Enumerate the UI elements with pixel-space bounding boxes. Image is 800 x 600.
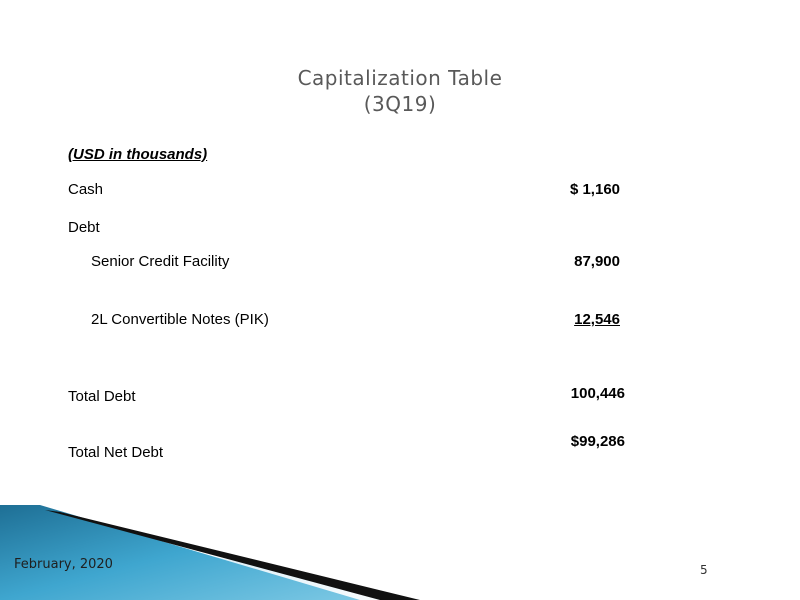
- slide-subtitle: (3Q19): [363, 92, 437, 116]
- row-label-debt: Debt: [68, 219, 100, 236]
- row-value-cash: $ 1,160: [569, 181, 620, 198]
- row-label-total-net-debt: Total Net Debt: [68, 444, 164, 461]
- row-value-total-debt: 100,446: [570, 385, 625, 402]
- page-number: 5: [700, 563, 708, 577]
- row-label-total-debt: Total Debt: [68, 388, 136, 405]
- row-value-convertible-notes: 12,546: [574, 311, 620, 328]
- row-value-senior-credit-facility: 87,900: [574, 253, 620, 270]
- row-label-convertible-notes: 2L Convertible Notes (PIK): [91, 311, 269, 328]
- row-value-total-net-debt: $99,286: [570, 433, 625, 450]
- swoosh-blue-band: [0, 505, 360, 600]
- row-label-senior-credit-facility: Senior Credit Facility: [91, 253, 230, 270]
- slide-title: Capitalization Table: [297, 66, 503, 90]
- footer-date: February, 2020: [14, 557, 113, 572]
- units-label: (USD in thousands): [68, 146, 208, 163]
- row-label-cash: Cash: [68, 181, 104, 198]
